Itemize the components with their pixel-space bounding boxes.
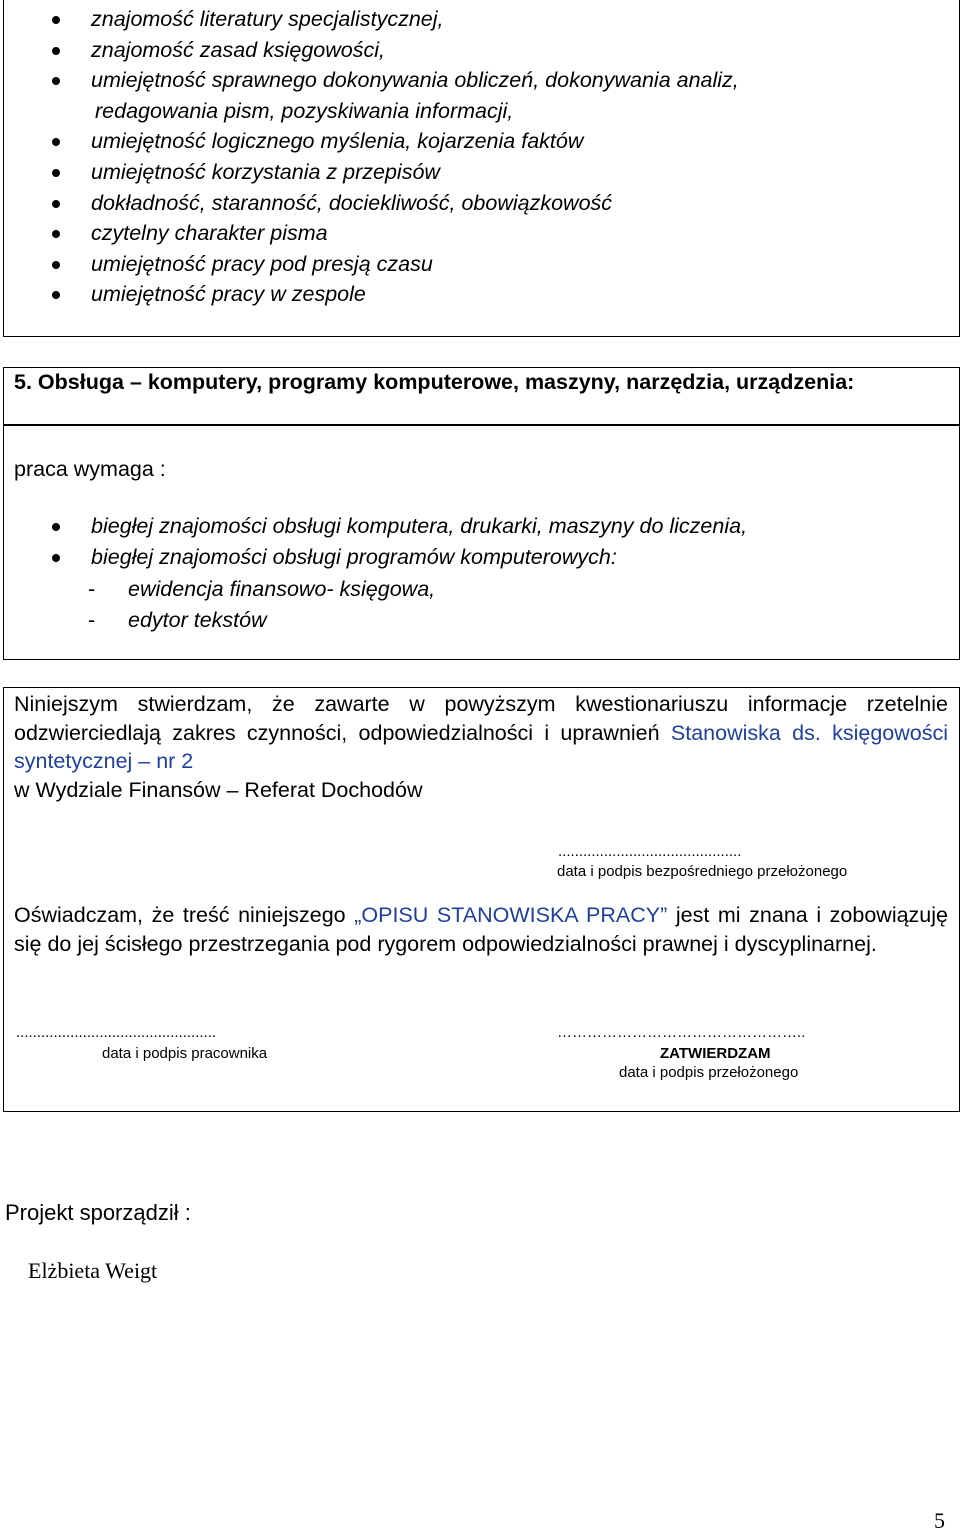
list-item: biegłej znajomości obsługi programów komputerowych:	[91, 542, 747, 573]
author-name: Elżbieta Weigt	[28, 1258, 158, 1283]
approval-title: ZATWIERDZAM	[660, 1045, 771, 1062]
bullet-icon	[52, 554, 60, 562]
bullet-icon	[52, 200, 60, 208]
employee-signature-label: data i podpis pracownika	[102, 1045, 268, 1062]
list-item: umiejętność logicznego myślenia, kojarzenia faktów	[91, 126, 739, 157]
oath-paragraph: Oświadczam, że treść niniejszego „OPISU STANOWISKA PRACY” jest mi znana i zobowiązuję się do jej ścisłego przestrzegania pod rygorem odpowiedzialności prawnej i dyscyplinarnej.	[14, 903, 948, 956]
employee-signature-line: ................................................	[16, 1024, 217, 1041]
section-5-title: 5. Obsługa – komputery, programy komputerowe, maszyny, narzędzia, urządzenia:	[14, 370, 855, 394]
list-item: biegłej znajomości obsługi komputera, drukarki, maszyny do liczenia,	[91, 511, 747, 542]
page-number: 5	[934, 1508, 945, 1533]
supervisor-signature-line: ............................................	[558, 843, 742, 860]
document-title: „OPISU STANOWISKA PRACY”	[354, 903, 668, 927]
bullet-icon	[52, 16, 60, 24]
skills-list	[91, 4, 739, 310]
requirement-label: praca wymaga :	[14, 457, 166, 481]
declaration-paragraph: Niniejszym stwierdzam, że zawarte w powyższym kwestionariuszu informacje rzetelnie odzwierciedlają zakres czynności, odpowiedzialności i uprawnień Stanowiska ds. księgowości syntetycznej – nr 2 w Wydziale Finansów – Referat Dochodów	[14, 692, 948, 802]
list-item: - edytor tekstów	[88, 607, 267, 632]
department-name: w Wydziale Finansów – Referat Dochodów	[14, 777, 423, 802]
list-item-continuation: redagowania pism, pozyskiwania informacji,	[95, 98, 514, 123]
list-item: - ewidencja finansowo- księgowa,	[88, 577, 436, 601]
approval-signature-label: data i podpis przełożonego	[619, 1064, 799, 1081]
bullet-icon	[52, 47, 60, 55]
list-item: umiejętność pracy w zespole	[91, 279, 739, 310]
prepared-by-label: Projekt sporządził :	[5, 1200, 191, 1225]
equipment-list	[91, 511, 747, 572]
position-name: Stanowiska ds. księgowości syntetycznej – nr 2	[14, 720, 948, 773]
list-item: umiejętność pracy pod presją czasu	[91, 249, 739, 280]
list-item: znajomość literatury specjalistycznej,	[91, 4, 739, 35]
supervisor-signature-label: data i podpis bezpośredniego przełożonego	[557, 863, 848, 880]
list-item: umiejętność sprawnego dokonywania obliczeń, dokonywania analiz,	[91, 65, 739, 96]
list-item: czytelny charakter pisma	[91, 218, 739, 249]
list-item: znajomość zasad księgowości,	[91, 35, 739, 66]
approval-signature-line: …………………………………………..	[557, 1024, 806, 1041]
list-item: dokładność, staranność, dociekliwość, obowiązkowość	[91, 188, 739, 219]
list-item: umiejętność korzystania z przepisów	[91, 157, 739, 188]
software-list	[88, 574, 435, 635]
bullet-icon	[52, 523, 60, 531]
bullet-icon	[52, 261, 60, 269]
bullet-icon	[52, 169, 60, 177]
